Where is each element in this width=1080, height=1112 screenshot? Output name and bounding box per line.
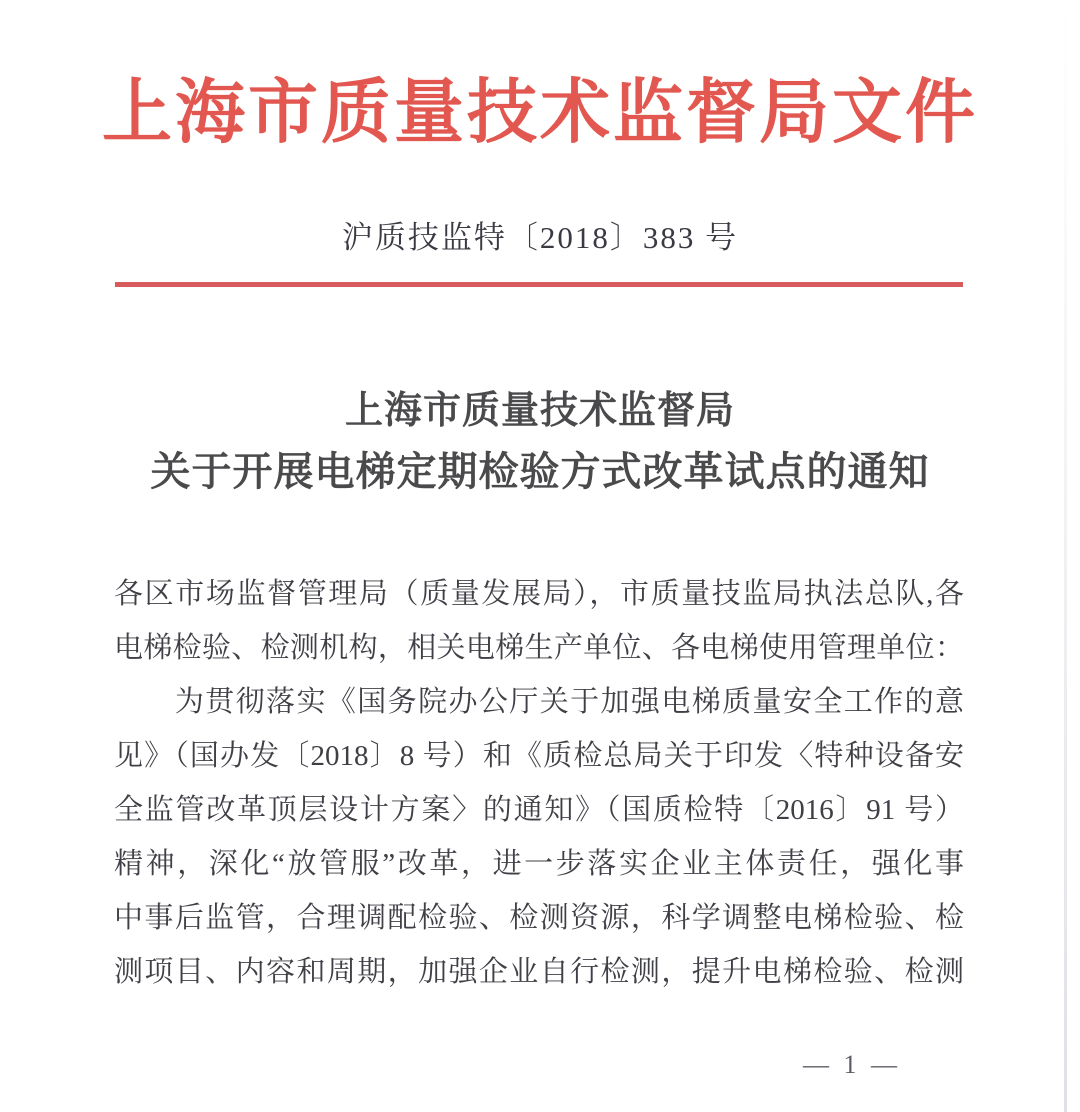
document-title-line1: 上海市质量技术监督局 bbox=[344, 390, 735, 432]
scan-edge-artifact bbox=[1064, 0, 1067, 1112]
page-number: — 1 — bbox=[803, 1050, 901, 1079]
body-line: 中事后监管，合理调配检验、检测资源，科学调整电梯检验、检 bbox=[114, 902, 964, 934]
body-line: 全监管改革顶层设计方案〉的通知》（国质检特〔2016〕91 号） bbox=[114, 794, 964, 826]
red-divider-rule bbox=[115, 282, 963, 287]
body-line: 见》（国办发〔2018〕8 号）和《质检总局关于印发〈特种设备安 bbox=[114, 740, 964, 772]
letterhead-org-title: 上海市质量技术监督局文件 bbox=[102, 75, 978, 152]
body-line: 为贯彻落实《国务院办公厅关于加强电梯质量安全工作的意 bbox=[114, 686, 964, 718]
body-line: 测项目、内容和周期，加强企业自行检测，提升电梯检验、检测 bbox=[114, 956, 964, 988]
document-number: 沪质技监特〔2018〕383 号 bbox=[341, 220, 739, 255]
body-line: 各区市场监督管理局（质量发展局），市质量技监局执法总队,各 bbox=[114, 578, 964, 610]
body-line: 电梯检验、检测机构，相关电梯生产单位、各电梯使用管理单位： bbox=[114, 632, 964, 664]
body-text-block bbox=[114, 567, 964, 999]
body-line: 精神，深化“放管服”改革，进一步落实企业主体责任，强化事 bbox=[114, 848, 964, 880]
document-title-line2: 关于开展电梯定期检验方式改革试点的通知 bbox=[150, 449, 930, 494]
